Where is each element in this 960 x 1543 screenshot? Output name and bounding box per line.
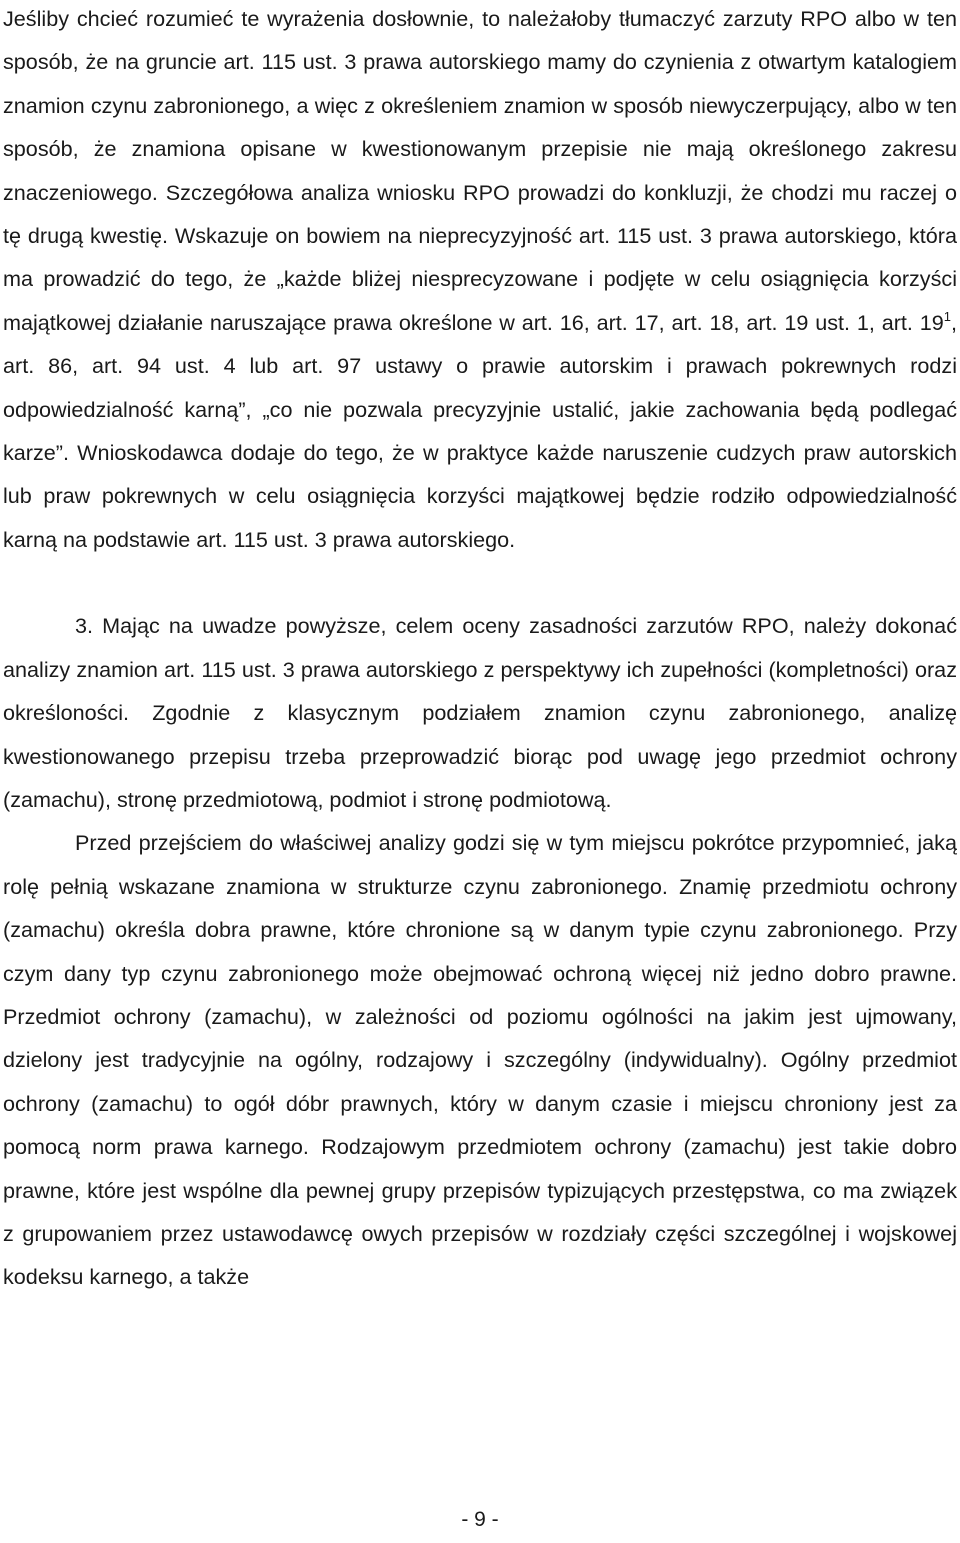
page-number: - 9 - [461,1508,499,1531]
paragraph-1-text-b: , art. 86, art. 94 ust. 4 lub art. 97 ustawy o prawie autorskim i prawach pokrewnych rodzi odpowiedzialność karną”, „co nie pozwala precyzyjnie ustalić, jakie zachowania będą podlegać karze”. Wnioskodawca dodaje do tego, że w praktyce każde naruszenie cudzych praw autorskich lub praw pokrewnych w celu osiągnięcia korzyści majątkowej będzie rodziło odpowiedzialność karną na podstawie art. 115 ust. 3 prawa autorskiego. [3,309,957,552]
paragraph-1-text-a: Jeśliby chcieć rozumieć te wyrażenia dosłownie, to należałoby tłumaczyć zarzuty RPO albo w ten sposób, że na gruncie art. 115 ust. 3 prawa autorskiego mamy do czynienia z otwartym katalogiem znamion czynu zabronionego, a więc z określeniem znamion w sposób niewyczerpujący, albo w ten sposób, że znamiona opisane w kwestionowanym przepisie nie mają określonego zakresu znaczeniowego. Szczegółowa analiza wniosku RPO prowadzi do konkluzji, że chodzi mu raczej o tę drugą kwestię. Wskazuje on bowiem na nieprecyzyjność art. 115 ust. 3 prawa autorskiego, która ma prowadzić do tego, że „każde bliżej niesprecyzowane i podjęte w celu osiągnięcia korzyści majątkowej działanie naruszające prawa określone w art. 16, art. 17, art. 18, art. 19 ust. 1, art. 19 [3,6,957,335]
paragraph-2: 3. Mając na uwadze powyższe, celem oceny zasadności zarzutów RPO, należy dokonać analizy znamion art. 115 ust. 3 prawa autorskiego z perspektywy ich zupełności (kompletności) oraz określoności. Zgodnie z klasycznym podziałem znamion czynu zabronionego, analizę kwestionowanego przepisu trzeba przeprowadzić biorąc pod uwagę jego przedmiot ochrony (zamachu), stronę przedmiotową, podmiot i stronę podmiotową. [3,613,957,812]
paragraph-1 [3,0,957,561]
document-body [3,0,957,1299]
footnote-superscript: 1 [943,308,951,324]
paragraph-3: Przed przejściem do właściwej analizy godzi się w tym miejscu pokrótce przypomnieć, jaką rolę pełnią wskazane znamiona w strukturze czynu zabronionego. Znamię przedmiotu ochrony (zamachu) określa dobra prawne, które chronione są w danym typie czynu zabronionego. Przy czym dany typ czynu zabronionego może obejmować ochroną więcej niż jedno dobro prawne. Przedmiot ochrony (zamachu), w zależności od poziomu ogólności na jakim jest ujmowany, dzielony jest tradycyjnie na ogólny, rodzajowy i szczególny (indywidualny). Ogólny przedmiot ochrony (zamachu) to ogół dóbr prawnych, który w danym czasie i miejscu chroniony jest za pomocą norm prawa karnego. Rodzajowym przedmiotem ochrony (zamachu) jest takie dobro prawne, które jest wspólne dla pewnej grupy przepisów typizujących przestępstwa, co ma związek z grupowaniem przez ustawodawcę owych przepisów w rozdziały części szczególnej i wojskowej kodeksu karnego, a także [3,830,957,1290]
